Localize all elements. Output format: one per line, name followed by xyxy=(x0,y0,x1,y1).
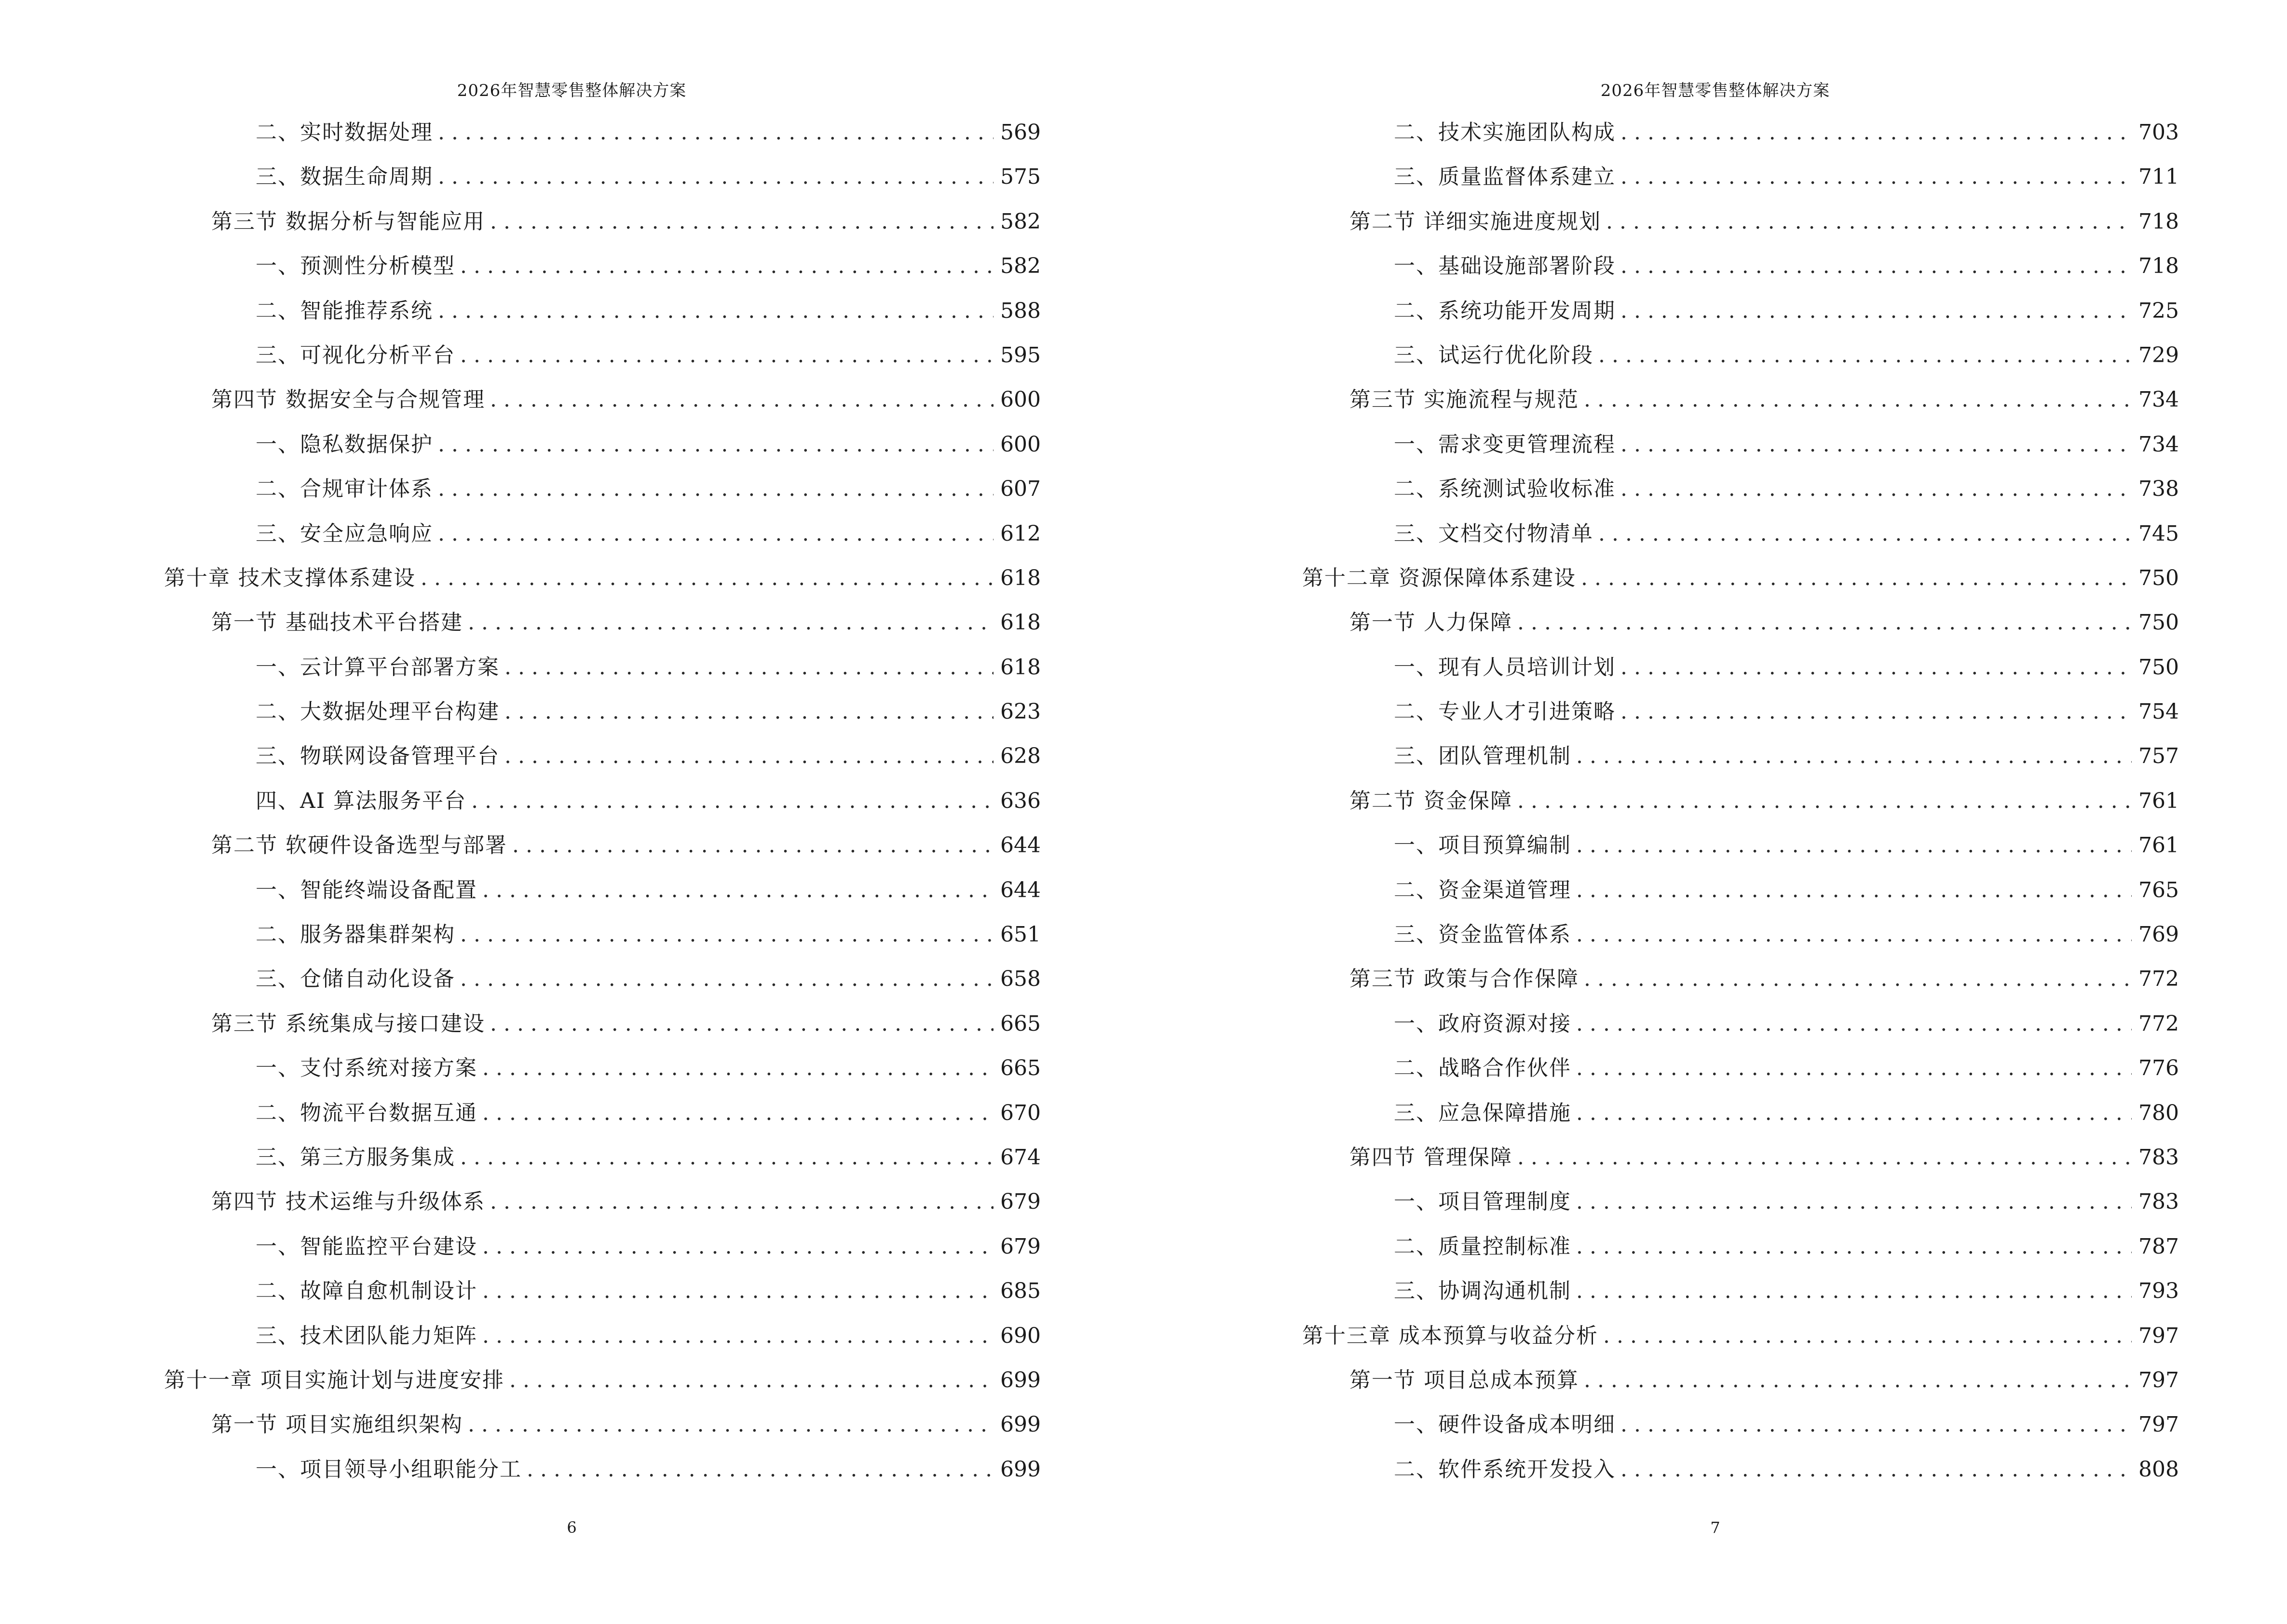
toc-entry[interactable] xyxy=(1302,289,2179,333)
toc-entry-page: 734 xyxy=(2138,387,2179,412)
toc-entry-page: 644 xyxy=(1000,877,1041,902)
toc-entry-page: 670 xyxy=(1000,1100,1041,1125)
toc-entry[interactable] xyxy=(1302,1002,2179,1046)
toc-entry-title: 一、智能监控平台建设 xyxy=(256,1234,477,1259)
toc-entry-page: 769 xyxy=(2138,922,2179,947)
toc-entry-title: 第三节 政策与合作保障 xyxy=(1349,967,1579,992)
toc-entry[interactable] xyxy=(164,1358,1041,1403)
toc-entry-page: 618 xyxy=(1000,565,1041,590)
toc-entry-title: 二、系统测试验收标准 xyxy=(1394,477,1616,502)
toc-entry-title: 三、协调沟通机制 xyxy=(1394,1279,1571,1304)
toc-entry-title: 第十一章 项目实施计划与进度安排 xyxy=(164,1367,504,1392)
toc-entry[interactable] xyxy=(164,289,1041,333)
toc-entry[interactable] xyxy=(164,1046,1041,1091)
toc-entry[interactable] xyxy=(164,913,1041,957)
toc-entry[interactable] xyxy=(164,600,1041,645)
toc-entry[interactable] xyxy=(1302,378,2179,422)
toc-entry[interactable] xyxy=(164,645,1041,690)
toc-entry-page: 711 xyxy=(2138,164,2179,190)
toc-leader-dots xyxy=(1584,957,2132,1001)
toc-entry-page: 644 xyxy=(1000,833,1041,858)
toc-entry[interactable] xyxy=(164,1225,1041,1269)
toc-entry-title: 二、技术实施团队构成 xyxy=(1394,120,1616,145)
toc-entry[interactable] xyxy=(1302,957,2179,1001)
toc-entry-page: 718 xyxy=(2138,209,2179,234)
toc-entry-page: 772 xyxy=(2138,1011,2179,1036)
toc-entry-page: 679 xyxy=(1000,1234,1041,1259)
toc-entry-page: 623 xyxy=(1000,699,1041,724)
toc-entry-title: 二、合规审计体系 xyxy=(256,477,433,502)
toc-entry-page: 699 xyxy=(1000,1367,1041,1392)
toc-entry-page: 734 xyxy=(2138,432,2179,457)
toc-entry[interactable] xyxy=(164,690,1041,734)
toc-leader-dots xyxy=(1620,690,2132,734)
toc-entry-page: 783 xyxy=(2138,1145,2179,1170)
toc-entry[interactable] xyxy=(1302,423,2179,467)
toc-entry-title: 二、战略合作伙伴 xyxy=(1394,1056,1571,1081)
toc-leader-dots xyxy=(1620,1447,2132,1492)
toc-entry-page: 595 xyxy=(1000,342,1041,368)
toc-entry-title: 第四节 数据安全与合规管理 xyxy=(211,387,485,412)
toc-entry[interactable] xyxy=(1302,556,2179,600)
toc-entry-title: 第四节 管理保障 xyxy=(1349,1145,1512,1170)
toc-entry[interactable] xyxy=(164,1091,1041,1135)
toc-entry-page: 600 xyxy=(1000,387,1041,412)
toc-entry-title: 四、AI 算法服务平台 xyxy=(256,788,467,813)
toc-entry-title: 第十章 技术支撑体系建设 xyxy=(164,565,416,590)
toc-entry-title: 三、质量监督体系建立 xyxy=(1394,164,1616,190)
toc-leader-dots xyxy=(460,244,994,288)
toc-entry[interactable] xyxy=(164,1180,1041,1224)
toc-entry-title: 三、可视化分析平台 xyxy=(256,342,455,368)
toc-entry-title: 三、安全应急响应 xyxy=(256,521,433,546)
toc-entry-page: 665 xyxy=(1000,1056,1041,1081)
toc-entry-title: 一、云计算平台部署方案 xyxy=(256,655,500,680)
toc-entry-title: 三、数据生命周期 xyxy=(256,164,433,190)
toc-entry-page: 651 xyxy=(1000,922,1041,947)
toc-entry-page: 582 xyxy=(1000,209,1041,234)
toc-leader-dots xyxy=(1576,734,2132,778)
toc-entry-title: 一、支付系统对接方案 xyxy=(256,1056,477,1081)
toc-entry-page: 787 xyxy=(2138,1234,2179,1259)
toc-leader-dots xyxy=(490,378,994,422)
toc-entry-page: 699 xyxy=(1000,1457,1041,1482)
toc-entry[interactable] xyxy=(1302,1269,2179,1313)
toc-leader-dots xyxy=(504,645,994,690)
toc-leader-dots xyxy=(1598,333,2132,378)
toc-leader-dots xyxy=(482,1269,994,1313)
toc-entry-page: 718 xyxy=(2138,254,2179,279)
toc-entry[interactable] xyxy=(164,1403,1041,1447)
toc-entry-title: 三、物联网设备管理平台 xyxy=(256,744,500,769)
toc-entry-page: 600 xyxy=(1000,432,1041,457)
toc-leader-dots xyxy=(438,155,994,199)
table-of-contents xyxy=(164,110,1041,1492)
toc-entry-page: 757 xyxy=(2138,744,2179,769)
toc-entry-title: 第十二章 资源保障体系建设 xyxy=(1302,565,1576,590)
toc-entry-page: 808 xyxy=(2138,1457,2179,1482)
toc-entry[interactable] xyxy=(1302,1046,2179,1091)
toc-entry-title: 二、系统功能开发周期 xyxy=(1394,298,1616,323)
toc-leader-dots xyxy=(1576,868,2132,913)
toc-entry[interactable] xyxy=(1302,779,2179,823)
toc-entry-title: 一、项目预算编制 xyxy=(1394,833,1571,858)
toc-entry-page: 729 xyxy=(2138,342,2179,368)
toc-entry-title: 一、项目领导小组职能分工 xyxy=(256,1457,522,1482)
toc-entry[interactable] xyxy=(1302,1091,2179,1135)
toc-entry-title: 二、服务器集群架构 xyxy=(256,922,455,947)
toc-entry-page: 761 xyxy=(2138,788,2179,813)
toc-entry-title: 三、文档交付物清单 xyxy=(1394,521,1593,546)
toc-entry[interactable] xyxy=(164,556,1041,600)
toc-entry[interactable] xyxy=(164,333,1041,378)
page-number: 7 xyxy=(1710,1518,1720,1537)
toc-entry-title: 第一节 项目总成本预算 xyxy=(1349,1367,1579,1392)
toc-entry-page: 780 xyxy=(2138,1100,2179,1125)
toc-entry[interactable] xyxy=(164,378,1041,422)
toc-entry[interactable] xyxy=(1302,512,2179,556)
toc-entry-title: 第一节 项目实施组织架构 xyxy=(211,1412,463,1437)
toc-entry-title: 一、需求变更管理流程 xyxy=(1394,432,1616,457)
toc-entry-page: 628 xyxy=(1000,744,1041,769)
toc-leader-dots xyxy=(468,1403,994,1447)
toc-entry[interactable] xyxy=(1302,734,2179,778)
toc-entry-page: 754 xyxy=(2138,699,2179,724)
toc-entry[interactable] xyxy=(1302,1180,2179,1224)
toc-entry-title: 二、智能推荐系统 xyxy=(256,298,433,323)
toc-entry-page: 765 xyxy=(2138,877,2179,902)
toc-entry-title: 一、现有人员培训计划 xyxy=(1394,655,1616,680)
page-header: 2026年智慧零售整体解决方案 xyxy=(457,81,687,100)
toc-entry-page: 776 xyxy=(2138,1056,2179,1081)
toc-leader-dots xyxy=(460,913,994,957)
toc-leader-dots xyxy=(1576,1180,2132,1224)
toc-entry[interactable] xyxy=(164,423,1041,467)
toc-leader-dots xyxy=(1620,1403,2132,1447)
toc-entry-title: 二、质量控制标准 xyxy=(1394,1234,1571,1259)
toc-leader-dots xyxy=(504,734,994,778)
toc-entry-page: 636 xyxy=(1000,788,1041,813)
toc-entry-page: 658 xyxy=(1000,967,1041,992)
toc-entry[interactable] xyxy=(1302,1447,2179,1492)
toc-leader-dots xyxy=(512,823,994,868)
table-of-contents xyxy=(1302,110,2179,1492)
toc-entry[interactable] xyxy=(164,779,1041,823)
toc-entry-page: 588 xyxy=(1000,298,1041,323)
toc-leader-dots xyxy=(509,1358,994,1403)
toc-leader-dots xyxy=(482,1046,994,1091)
toc-leader-dots xyxy=(1517,1135,2132,1180)
toc-leader-dots xyxy=(490,200,994,244)
toc-entry-title: 二、大数据处理平台构建 xyxy=(256,699,500,724)
toc-entry-title: 第三节 实施流程与规范 xyxy=(1349,387,1579,412)
toc-entry-title: 一、基础设施部署阶段 xyxy=(1394,254,1616,279)
toc-entry[interactable] xyxy=(1302,110,2179,155)
toc-entry-title: 一、隐私数据保护 xyxy=(256,432,433,457)
toc-leader-dots xyxy=(1576,1225,2132,1269)
toc-entry-page: 665 xyxy=(1000,1011,1041,1036)
toc-entry-page: 738 xyxy=(2138,477,2179,502)
toc-entry[interactable] xyxy=(1302,868,2179,913)
toc-entry[interactable] xyxy=(164,512,1041,556)
toc-leader-dots xyxy=(504,690,994,734)
toc-leader-dots xyxy=(468,600,994,645)
toc-entry-title: 第二节 资金保障 xyxy=(1349,788,1512,813)
toc-leader-dots xyxy=(1581,556,2132,600)
toc-leader-dots xyxy=(482,1314,994,1358)
toc-entry-title: 二、物流平台数据互通 xyxy=(256,1100,477,1125)
toc-entry-page: 750 xyxy=(2138,655,2179,680)
toc-entry-page: 797 xyxy=(2138,1367,2179,1392)
toc-entry[interactable] xyxy=(1302,155,2179,199)
toc-entry[interactable] xyxy=(164,1314,1041,1358)
toc-entry[interactable] xyxy=(164,155,1041,199)
toc-leader-dots xyxy=(490,1180,994,1224)
toc-entry-title: 第四节 技术运维与升级体系 xyxy=(211,1189,485,1215)
toc-entry-page: 575 xyxy=(1000,164,1041,190)
toc-entry-page: 745 xyxy=(2138,521,2179,546)
toc-leader-dots xyxy=(438,110,994,155)
toc-leader-dots xyxy=(1584,378,2132,422)
toc-entry-title: 二、故障自愈机制设计 xyxy=(256,1279,477,1304)
toc-entry[interactable] xyxy=(164,734,1041,778)
toc-entry-page: 772 xyxy=(2138,967,2179,992)
toc-entry[interactable] xyxy=(1302,823,2179,868)
toc-leader-dots xyxy=(1576,1002,2132,1046)
toc-entry[interactable] xyxy=(1302,467,2179,511)
toc-leader-dots xyxy=(460,957,994,1001)
toc-entry-title: 二、实时数据处理 xyxy=(256,120,433,145)
toc-entry[interactable] xyxy=(164,467,1041,511)
toc-leader-dots xyxy=(1606,200,2132,244)
toc-leader-dots xyxy=(438,467,994,511)
toc-leader-dots xyxy=(1620,244,2132,288)
toc-entry[interactable] xyxy=(1302,1225,2179,1269)
toc-leader-dots xyxy=(1620,155,2132,199)
toc-entry[interactable] xyxy=(1302,690,2179,734)
toc-entry-page: 703 xyxy=(2138,120,2179,145)
toc-leader-dots xyxy=(1517,600,2132,645)
toc-leader-dots xyxy=(1576,1091,2132,1135)
toc-leader-dots xyxy=(460,333,994,378)
toc-leader-dots xyxy=(482,868,994,913)
toc-entry[interactable] xyxy=(164,1447,1041,1492)
toc-leader-dots xyxy=(1620,289,2132,333)
toc-leader-dots xyxy=(1576,823,2132,868)
toc-leader-dots xyxy=(1576,1046,2132,1091)
toc-entry[interactable] xyxy=(164,1135,1041,1180)
toc-entry-page: 674 xyxy=(1000,1145,1041,1170)
toc-entry[interactable] xyxy=(1302,1403,2179,1447)
toc-leader-dots xyxy=(438,289,994,333)
toc-entry-title: 二、软件系统开发投入 xyxy=(1394,1457,1616,1482)
toc-entry-title: 第三节 数据分析与智能应用 xyxy=(211,209,485,234)
toc-leader-dots xyxy=(1620,645,2132,690)
toc-entry[interactable] xyxy=(1302,1314,2179,1358)
toc-entry-title: 二、资金渠道管理 xyxy=(1394,877,1571,902)
toc-entry[interactable] xyxy=(1302,600,2179,645)
toc-entry-title: 一、硬件设备成本明细 xyxy=(1394,1412,1616,1437)
toc-entry-title: 二、专业人才引进策略 xyxy=(1394,699,1616,724)
toc-leader-dots xyxy=(1620,423,2132,467)
toc-entry[interactable] xyxy=(1302,333,2179,378)
toc-entry-title: 第一节 人力保障 xyxy=(1349,610,1512,635)
toc-entry-page: 582 xyxy=(1000,254,1041,279)
toc-entry-page: 618 xyxy=(1000,655,1041,680)
toc-entry-title: 第三节 系统集成与接口建设 xyxy=(211,1011,485,1036)
toc-entry[interactable] xyxy=(1302,1358,2179,1403)
toc-leader-dots xyxy=(1598,512,2132,556)
toc-entry-title: 第二节 软硬件设备选型与部署 xyxy=(211,833,507,858)
toc-entry-page: 793 xyxy=(2138,1279,2179,1304)
toc-entry-page: 618 xyxy=(1000,610,1041,635)
toc-entry[interactable] xyxy=(1302,913,2179,957)
toc-leader-dots xyxy=(1620,110,2132,155)
toc-entry-page: 607 xyxy=(1000,477,1041,502)
toc-entry-title: 一、智能终端设备配置 xyxy=(256,877,477,902)
toc-leader-dots xyxy=(421,556,994,600)
toc-entry-title: 第二节 详细实施进度规划 xyxy=(1349,209,1601,234)
toc-entry[interactable] xyxy=(164,823,1041,868)
toc-entry[interactable] xyxy=(1302,200,2179,244)
toc-entry[interactable] xyxy=(164,868,1041,913)
toc-entry-page: 761 xyxy=(2138,833,2179,858)
toc-leader-dots xyxy=(1584,1358,2132,1403)
toc-entry-title: 三、仓储自动化设备 xyxy=(256,967,455,992)
toc-leader-dots xyxy=(460,1135,994,1180)
toc-leader-dots xyxy=(1576,1269,2132,1313)
toc-leader-dots xyxy=(1517,779,2132,823)
toc-entry-page: 750 xyxy=(2138,610,2179,635)
toc-entry-page: 679 xyxy=(1000,1189,1041,1215)
toc-entry-title: 三、试运行优化阶段 xyxy=(1394,342,1593,368)
toc-leader-dots xyxy=(490,1002,994,1046)
right-page xyxy=(1144,0,2287,1624)
toc-leader-dots xyxy=(482,1225,994,1269)
toc-entry-page: 685 xyxy=(1000,1279,1041,1304)
toc-entry[interactable] xyxy=(1302,1135,2179,1180)
toc-entry-page: 612 xyxy=(1000,521,1041,546)
toc-leader-dots xyxy=(1576,913,2132,957)
toc-entry-title: 三、第三方服务集成 xyxy=(256,1145,455,1170)
toc-entry-page: 699 xyxy=(1000,1412,1041,1437)
toc-leader-dots xyxy=(438,512,994,556)
toc-entry-title: 三、应急保障措施 xyxy=(1394,1100,1571,1125)
toc-entry-page: 797 xyxy=(2138,1323,2179,1348)
toc-entry-title: 一、项目管理制度 xyxy=(1394,1189,1571,1215)
page-header: 2026年智慧零售整体解决方案 xyxy=(1600,81,1830,100)
toc-entry-page: 690 xyxy=(1000,1323,1041,1348)
toc-entry[interactable] xyxy=(164,957,1041,1001)
toc-entry-title: 三、资金监管体系 xyxy=(1394,922,1571,947)
toc-entry-page: 725 xyxy=(2138,298,2179,323)
toc-entry-title: 第十三章 成本预算与收益分析 xyxy=(1302,1323,1598,1348)
toc-entry[interactable] xyxy=(164,110,1041,155)
toc-entry-page: 750 xyxy=(2138,565,2179,590)
toc-entry-page: 783 xyxy=(2138,1189,2179,1215)
toc-entry-title: 一、政府资源对接 xyxy=(1394,1011,1571,1036)
toc-entry-title: 一、预测性分析模型 xyxy=(256,254,455,279)
toc-leader-dots xyxy=(471,779,994,823)
toc-entry[interactable] xyxy=(164,1002,1041,1046)
toc-entry-page: 797 xyxy=(2138,1412,2179,1437)
toc-entry-title: 第一节 基础技术平台搭建 xyxy=(211,610,463,635)
toc-leader-dots xyxy=(1620,467,2132,511)
toc-leader-dots xyxy=(482,1091,994,1135)
toc-entry[interactable] xyxy=(1302,645,2179,690)
toc-entry-title: 三、技术团队能力矩阵 xyxy=(256,1323,477,1348)
toc-leader-dots xyxy=(438,423,994,467)
toc-leader-dots xyxy=(527,1447,994,1492)
toc-leader-dots xyxy=(1603,1314,2132,1358)
toc-entry[interactable] xyxy=(1302,244,2179,288)
toc-entry-page: 569 xyxy=(1000,120,1041,145)
toc-entry[interactable] xyxy=(164,244,1041,288)
toc-entry-title: 三、团队管理机制 xyxy=(1394,744,1571,769)
toc-entry[interactable] xyxy=(164,200,1041,244)
page-number: 6 xyxy=(567,1518,577,1537)
toc-entry[interactable] xyxy=(164,1269,1041,1313)
